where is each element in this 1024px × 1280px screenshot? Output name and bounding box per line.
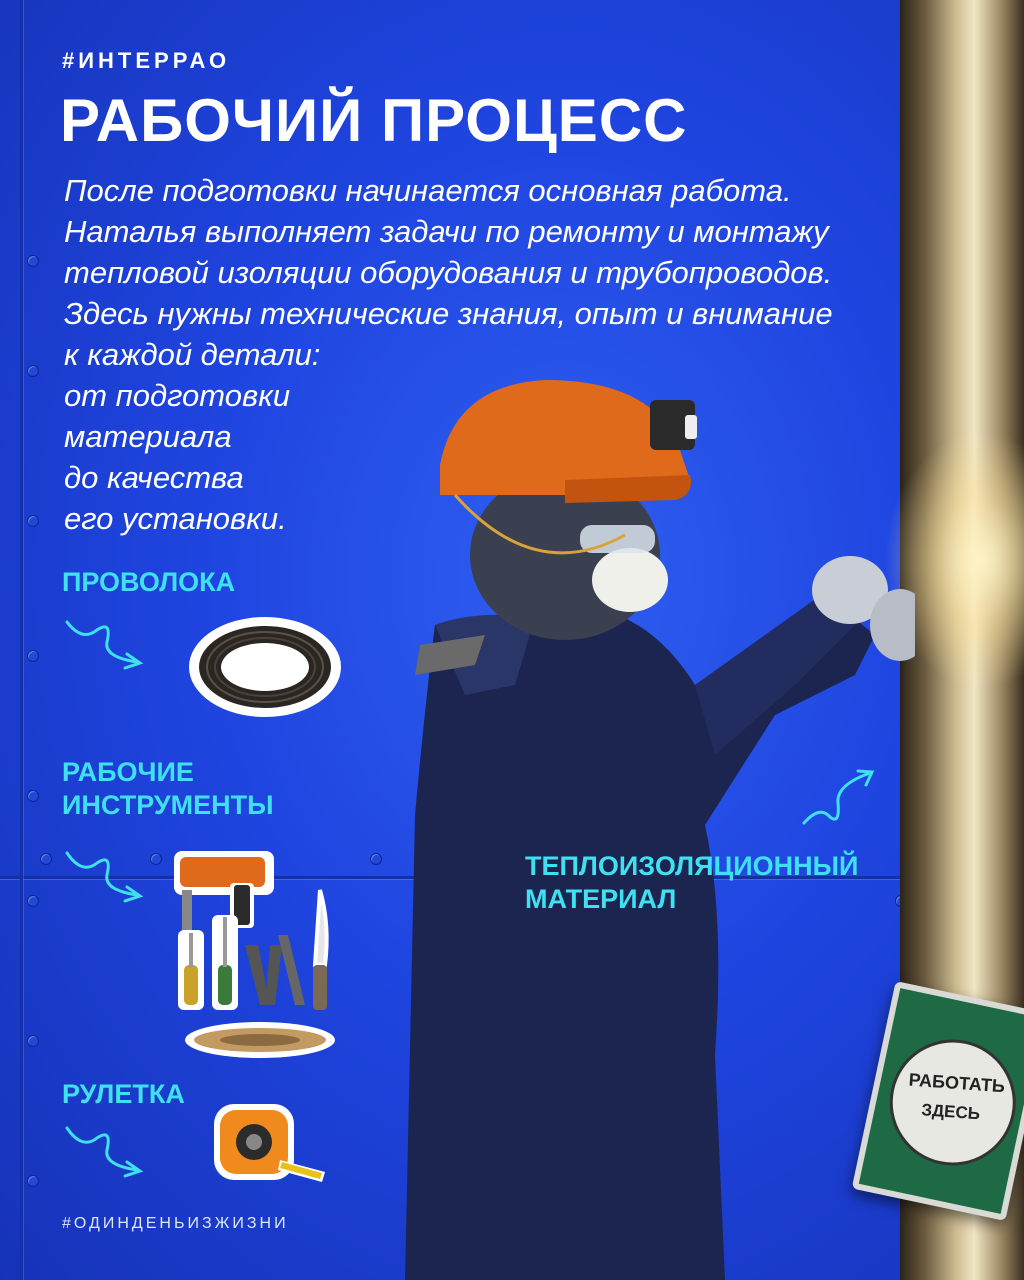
squiggle-arrow-icon (62, 1120, 152, 1180)
rivet (370, 853, 382, 865)
sign-text: РАБОТАТЬ (908, 1069, 1006, 1097)
insulation-label-line: ТЕПЛОИЗОЛЯЦИОННЫЙ (525, 851, 859, 881)
tools-label-line: ИНСТРУМЕНТЫ (62, 790, 274, 820)
description-line: до качества (64, 460, 244, 495)
description-line: тепловой изоляции оборудования и трубопроводов. (64, 255, 833, 290)
rivet (27, 895, 39, 907)
rivet (27, 650, 39, 662)
page-title: РАБОЧИЙ ПРОЦЕСС (60, 87, 688, 154)
sign-text: ЗДЕСЬ (920, 1100, 981, 1124)
description-line: материала (64, 419, 232, 454)
rivet (27, 515, 39, 527)
tools-label-line: РАБОЧИЕ (62, 757, 194, 787)
description (64, 170, 904, 539)
panel-seam (20, 0, 23, 1280)
description-line: Здесь нужны технические знания, опыт и внимание (64, 296, 833, 331)
squiggle-arrow-icon (62, 612, 152, 672)
description-line: от подготовки (64, 378, 291, 413)
tape-measure-icon (210, 1100, 330, 1190)
rivet (27, 255, 39, 267)
sign-circle (878, 1028, 1024, 1177)
insulation-label (525, 850, 858, 916)
rivet (27, 1035, 39, 1047)
description-line: к каждой детали: (64, 337, 321, 372)
squiggle-arrow-icon (800, 765, 880, 830)
rivet (40, 853, 52, 865)
wire-label: ПРОВОЛОКА (62, 567, 236, 597)
description-line: После подготовки начинается основная работа. (64, 173, 792, 208)
tools-set-icon (170, 845, 345, 1060)
description-line: Наталья выполняет задачи по ремонту и монтажу (64, 214, 829, 249)
footer-hashtag: #ОДИНДЕНЬИЗЖИЗНИ (62, 1215, 289, 1232)
brand-hashtag: #ИНТЕРРАО (62, 48, 231, 73)
insulation-label-line: МАТЕРИАЛ (525, 884, 677, 914)
tools-label (62, 756, 274, 822)
squiggle-arrow-icon (62, 845, 152, 905)
rivet (27, 1175, 39, 1187)
rivet (27, 365, 39, 377)
wire-coil-icon (185, 612, 345, 722)
rivet (27, 790, 39, 802)
description-line: его установки. (64, 501, 287, 536)
tape-label: РУЛЕТКА (62, 1079, 185, 1109)
